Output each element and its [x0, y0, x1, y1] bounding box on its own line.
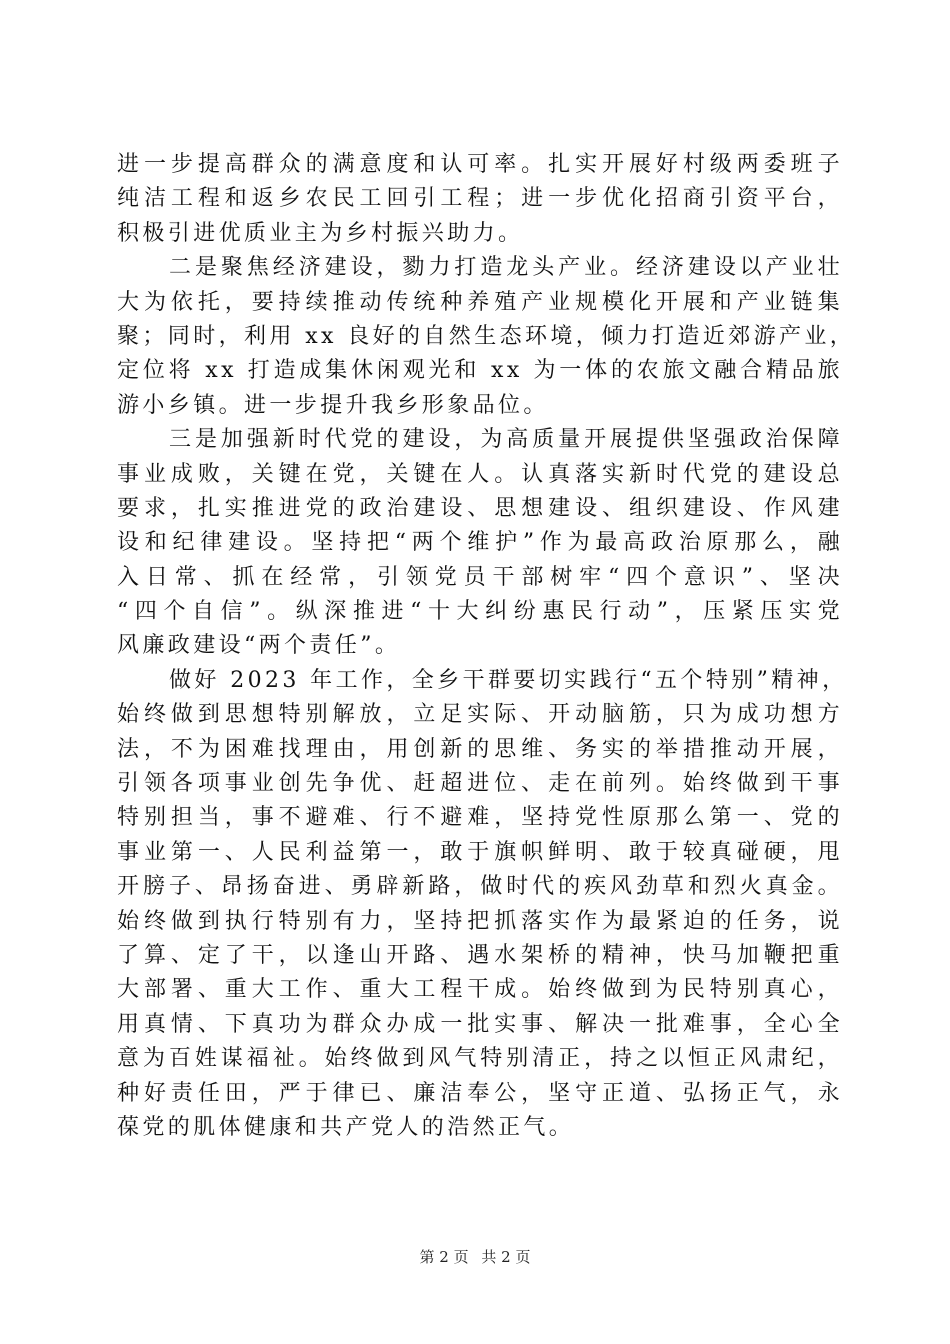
text-line: 入日常、抓在经常，引领党员干部树牢“四个意识”、坚决: [117, 564, 843, 590]
text-line: 聚；同时，利用 xx 良好的自然生态环境，倾力打造近郊游产业，: [117, 323, 856, 349]
text-line: 设和纪律建设。坚持把“两个维护”作为最高政治原那么，融: [117, 530, 843, 556]
text-line: 特别担当，事不避难、行不避难，坚持党性原那么第一、党的: [117, 805, 843, 831]
text-line: 大部署、重大工作、重大工程干成。始终做到为民特别真心，: [117, 977, 843, 1003]
text-line: 始终做到执行特别有力，坚持把抓落实作为最紧迫的任务，说: [117, 908, 843, 934]
page-number: 第 2 页: [419, 1248, 469, 1266]
document-body: [117, 148, 856, 1145]
text-line: 意为百姓谋福祉。始终做到风气特别清正，持之以恒正风肃纪，: [117, 1046, 843, 1072]
text-line: 事业成败，关键在党，关键在人。认真落实新时代党的建设总: [117, 461, 843, 487]
text-line: “四个自信”。纵深推进“十大纠纷惠民行动”，压紧压实党: [117, 599, 843, 625]
text-line: 种好责任田，严于律已、廉洁奉公，坚守正道、弘扬正气，永: [117, 1080, 843, 1106]
text-line: 游小乡镇。进一步提升我乡形象品位。: [117, 392, 549, 418]
text-line: 三是加强新时代党的建设，为高质量开展提供坚强政治保障: [169, 427, 843, 453]
text-line: 要求，扎实推进党的政治建设、思想建设、组织建设、作风建: [117, 495, 843, 521]
text-line: 法，不为困难找理由，用创新的思维、务实的举措推动开展，: [117, 736, 843, 762]
text-line: 大为依托，要持续推动传统种养殖产业规模化开展和产业链集: [117, 289, 843, 315]
text-line: 定位将 xx 打造成集休闲观光和 xx 为一体的农旅文融合精品旅: [117, 358, 843, 384]
text-line: 进一步提高群众的满意度和认可率。扎实开展好村级两委班子: [117, 152, 843, 177]
text-line: 开膀子、昂扬奋进、勇辟新路，做时代的疾风劲草和烈火真金。: [117, 874, 843, 900]
text-line: 二是聚焦经济建设，勠力打造龙头产业。经济建设以产业壮: [169, 255, 843, 281]
text-line: 纯洁工程和返乡农民工回引工程；进一步优化招商引资平台，: [117, 186, 843, 212]
page-total: 共 2 页: [481, 1248, 531, 1266]
text-line: 用真情、下真功为群众办成一批实事、解决一批难事，全心全: [117, 1011, 843, 1037]
text-line: 做好 2023 年工作，全乡干群要切实践行“五个特别”精神，: [169, 667, 848, 693]
text-line: 引领各项事业创先争优、赶超进位、走在前列。始终做到干事: [117, 771, 843, 797]
text-line: 了算、定了干，以逢山开路、遇水架桥的精神，快马加鞭把重: [117, 942, 843, 968]
text-line: 积极引进优质业主为乡村振兴助力。: [117, 220, 524, 246]
page-footer: [0, 1246, 950, 1267]
text-line: 始终做到思想特别解放，立足实际、开动脑筋，只为成功想方: [117, 702, 843, 728]
text-line: 事业第一、人民利益第一，敢于旗帜鲜明、敢于较真碰硬，甩: [117, 839, 843, 865]
text-line: 风廉政建设“两个责任”。: [117, 633, 401, 659]
text-line: 葆党的肌体健康和共产党人的浩然正气。: [117, 1114, 575, 1140]
